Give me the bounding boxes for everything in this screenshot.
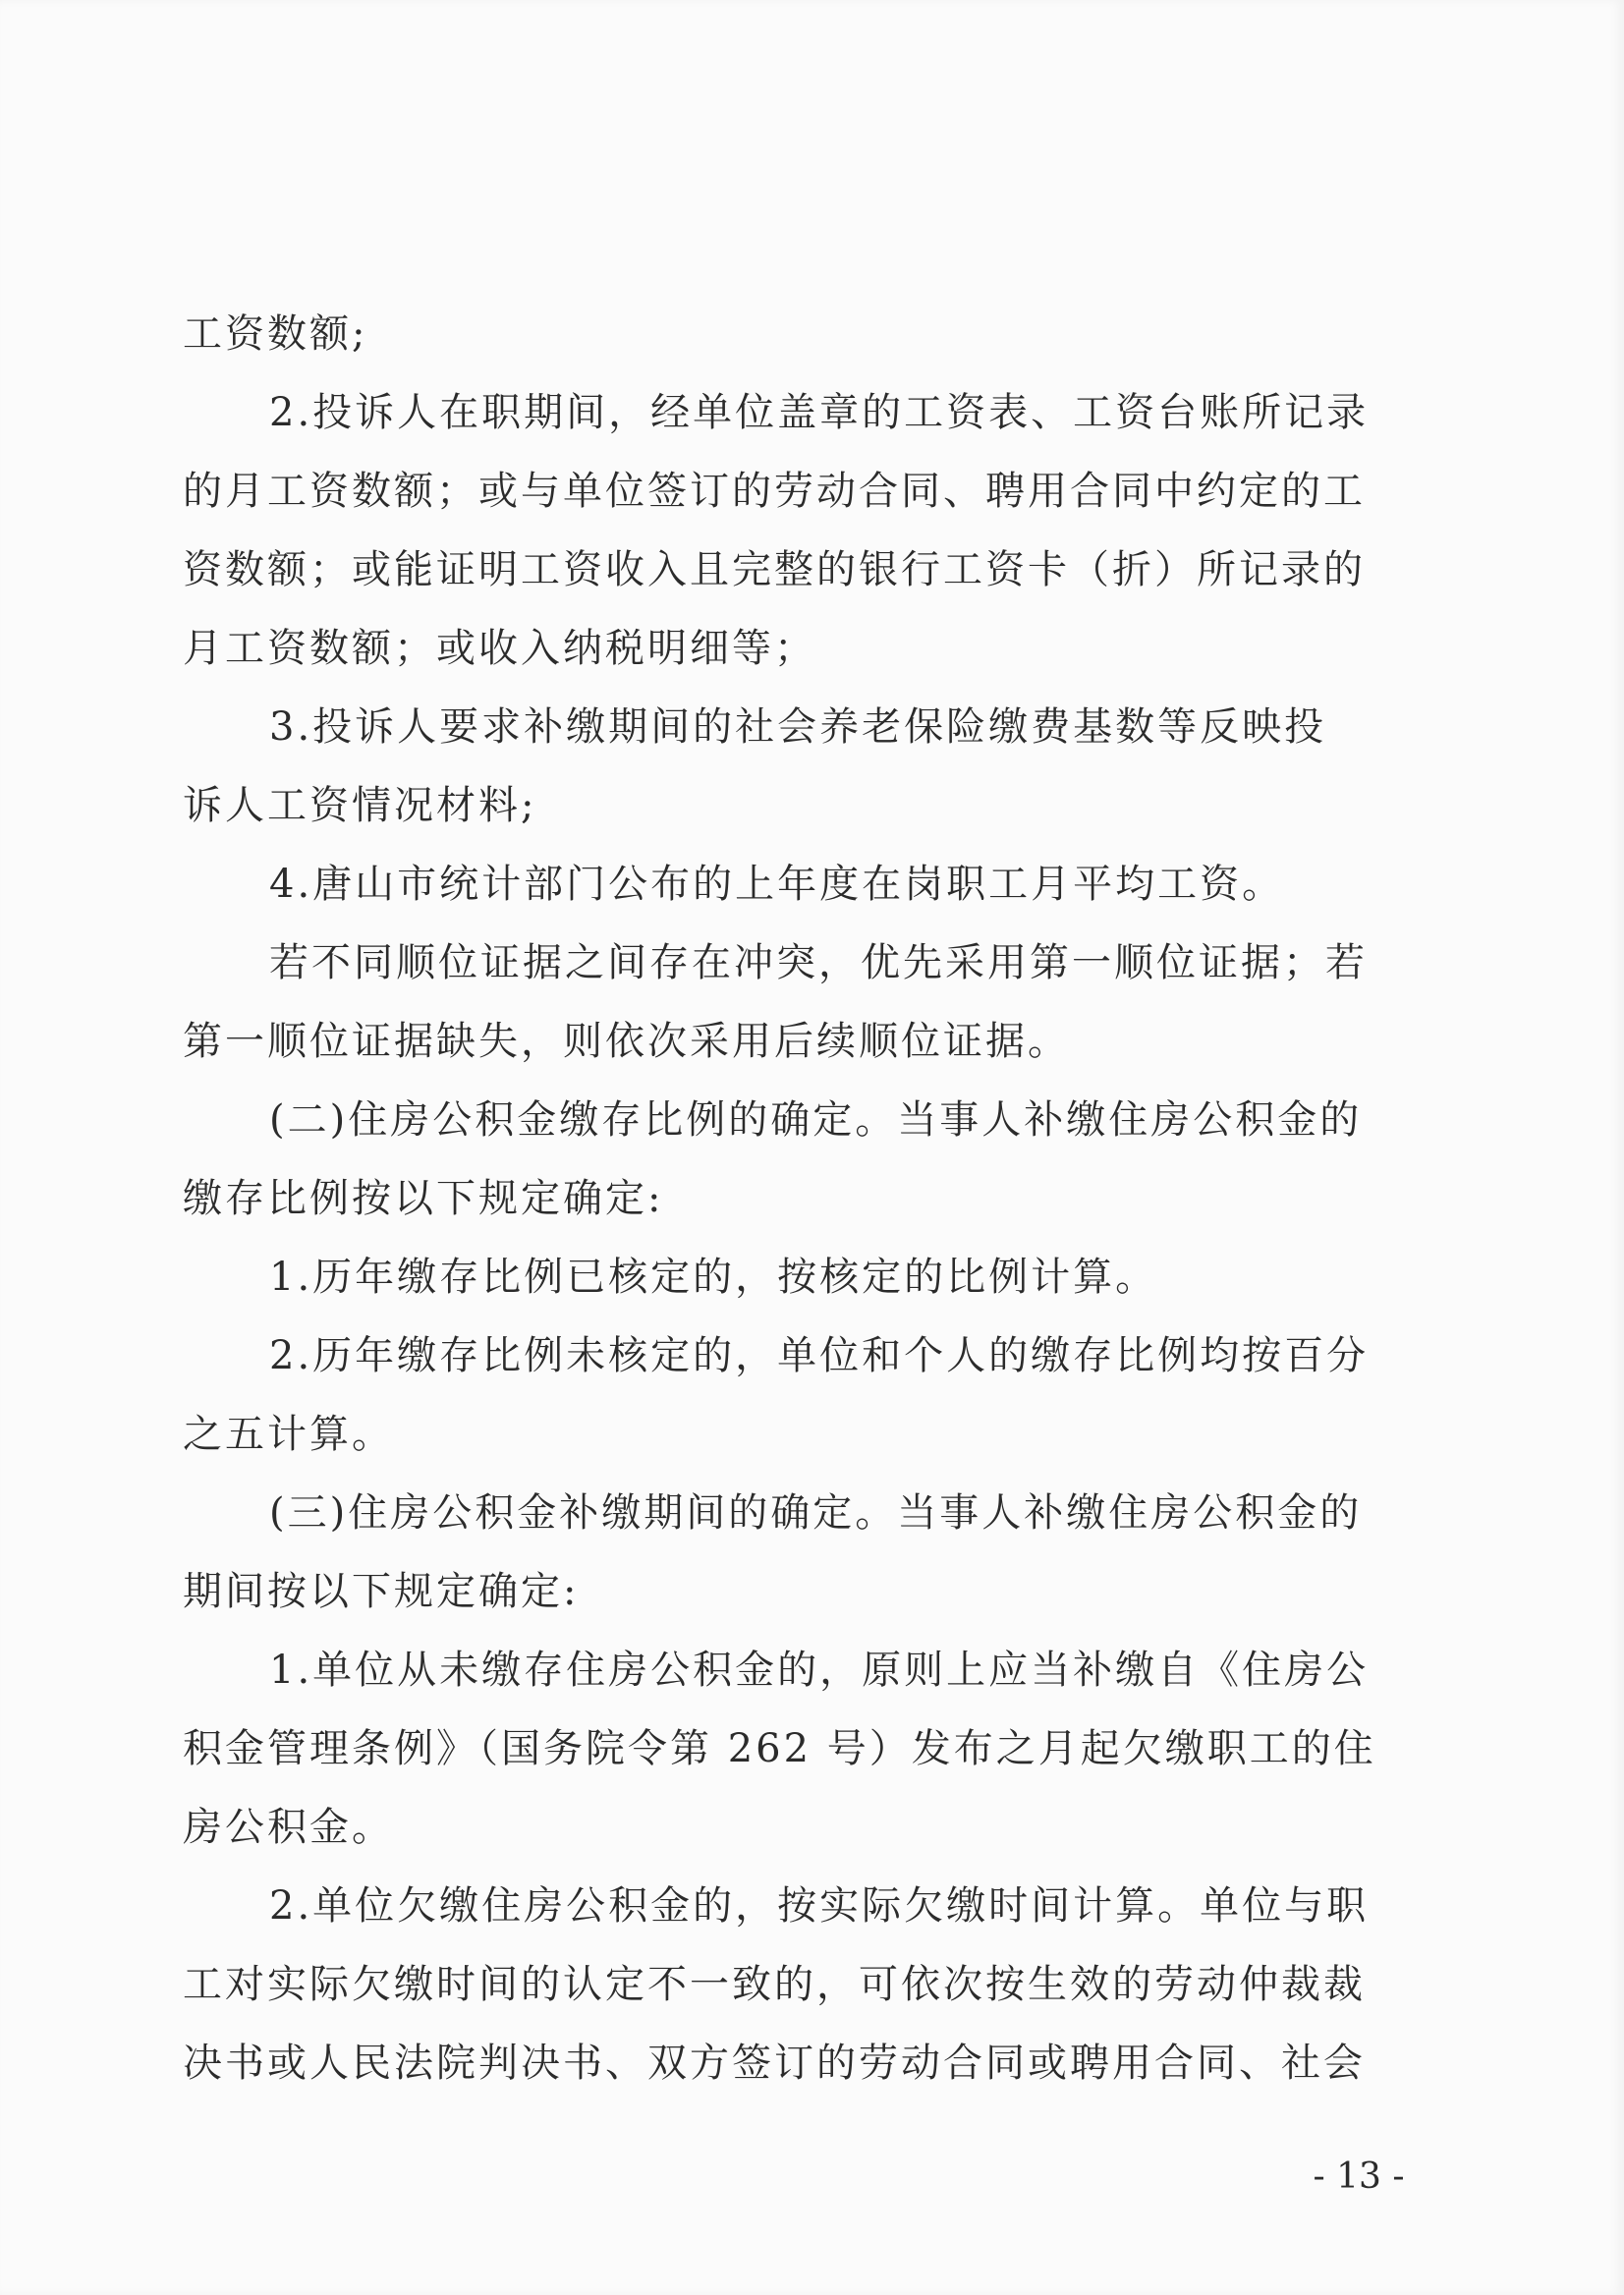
text-line: (二)住房公积金缴存比例的确定。当事人补缴住房公积金的 — [269, 1097, 1363, 1143]
text-line: 的月工资数额；或与单位签订的劳动合同、聘用合同中约定的工 — [183, 469, 1366, 514]
text-line: 2.单位欠缴住房公积金的，按实际欠缴时间计算。单位与职 — [269, 1883, 1370, 1929]
text-line: 工资数额; — [183, 311, 368, 357]
text-line: 2.历年缴存比例未核定的，单位和个人的缴存比例均按百分 — [269, 1333, 1370, 1378]
text-line: 房公积金。 — [183, 1805, 394, 1850]
text-line: 3.投诉人要求补缴期间的社会养老保险缴费基数等反映投 — [269, 704, 1327, 750]
text-line: 决书或人民法院判决书、双方签订的劳动合同或聘用合同、社会 — [183, 2041, 1366, 2086]
text-line: 资数额；或能证明工资收入且完整的银行工资卡（折）所记录的 — [183, 547, 1366, 592]
text-line: 缴存比例按以下规定确定: — [183, 1176, 664, 1221]
text-line: 月工资数额；或收入纳税明细等； — [183, 626, 816, 671]
text-line: 2.投诉人在职期间，经单位盖章的工资表、工资台账所记录 — [269, 390, 1370, 435]
text-line: 4.唐山市统计部门公布的上年度在岗职工月平均工资。 — [269, 862, 1285, 907]
text-line: 期间按以下规定确定: — [183, 1569, 580, 1614]
text-line: 1.历年缴存比例已核定的，按核定的比例计算。 — [269, 1255, 1158, 1300]
text-line: 工对实际欠缴时间的认定不一致的，可依次按生效的劳动仲裁裁 — [183, 1962, 1366, 2007]
text-line: 第一顺位证据缺失，则依次采用后续顺位证据。 — [183, 1019, 1070, 1064]
body-text — [183, 295, 1411, 2102]
page-number: - 13 - — [1313, 2156, 1405, 2197]
text-line: 若不同顺位证据之间存在冲突，优先采用第一顺位证据；若 — [269, 940, 1368, 985]
text-line: (三)住房公积金补缴期间的确定。当事人补缴住房公积金的 — [269, 1490, 1363, 1536]
text-line: 诉人工资情况材料; — [183, 783, 537, 828]
text-line: 1.单位从未缴存住房公积金的，原则上应当补缴自《住房公 — [269, 1648, 1370, 1693]
text-line: 之五计算。 — [183, 1412, 394, 1457]
text-line: 积金管理条例》（国务院令第 262 号）发布之月起欠缴职工的住 — [183, 1726, 1376, 1771]
